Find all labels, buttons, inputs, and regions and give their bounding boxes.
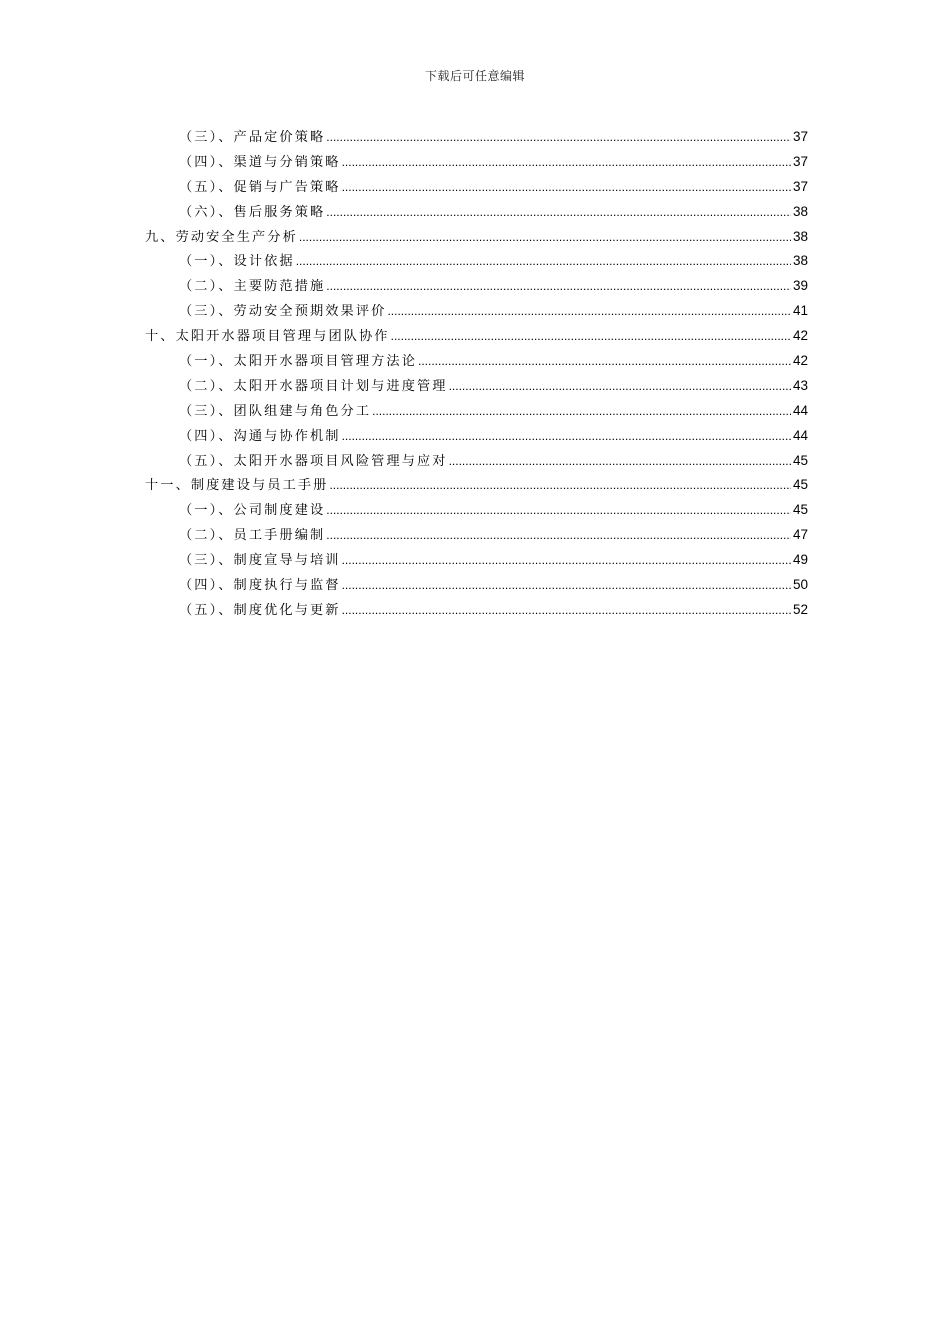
toc-section-entry[interactable] — [145, 201, 808, 226]
toc-entry-title: 十、太阳开水器项目管理与团队协作 — [145, 329, 390, 345]
toc-entry-page-number: 37 — [792, 178, 808, 194]
toc-entry-page-number: 45 — [792, 477, 808, 493]
toc-dot-leader — [391, 329, 791, 343]
toc-entry-page-number: 37 — [792, 129, 808, 144]
toc-entry-title: 九、劳动安全生产分析 — [145, 229, 298, 245]
toc-chapter-entry[interactable] — [145, 226, 808, 251]
toc-section-entry[interactable] — [145, 499, 808, 524]
toc-dot-leader — [449, 454, 791, 468]
toc-chapter-entry[interactable] — [145, 325, 808, 350]
toc-section-entry[interactable] — [145, 574, 808, 599]
toc-entry-title: （三）、团队组建与角色分工 — [179, 403, 372, 419]
toc-entry-page-number: 38 — [792, 228, 808, 244]
toc-dot-leader — [299, 230, 791, 244]
toc-section-entry[interactable] — [145, 350, 808, 375]
toc-section-entry[interactable] — [145, 549, 808, 574]
toc-dot-leader — [342, 603, 791, 617]
toc-entry-page-number: 52 — [792, 601, 808, 617]
toc-entry-title: （五）、太阳开水器项目风险管理与应对 — [179, 453, 448, 469]
toc-dot-leader — [326, 279, 791, 293]
toc-dot-leader — [326, 205, 791, 219]
toc-section-entry[interactable] — [145, 599, 808, 624]
toc-entry-page-number: 38 — [792, 253, 808, 269]
toc-entry-page-number: 44 — [792, 402, 808, 418]
toc-dot-leader — [342, 155, 791, 169]
toc-entry-title: （五）、促销与广告策略 — [179, 179, 341, 195]
toc-section-entry[interactable] — [145, 400, 808, 425]
toc-entry-title: （一）、设计依据 — [179, 254, 295, 270]
toc-entry-page-number: 42 — [792, 328, 808, 344]
toc-section-entry[interactable] — [145, 524, 808, 549]
toc-dot-leader — [418, 354, 791, 368]
toc-dot-leader — [342, 180, 791, 194]
toc-entry-title: （四）、制度执行与监督 — [179, 578, 341, 594]
toc-dot-leader — [342, 429, 791, 443]
toc-section-entry[interactable] — [145, 450, 808, 475]
toc-entry-title: （四）、渠道与分销策略 — [179, 154, 341, 170]
toc-entry-title: （二）、员工手册编制 — [179, 528, 326, 544]
toc-entry-title: （四）、沟通与协作机制 — [179, 428, 341, 444]
toc-entry-title: （一）、太阳开水器项目管理方法论 — [179, 354, 417, 370]
toc-entry-title: （三）、制度宣导与培训 — [179, 553, 341, 569]
toc-entry-page-number: 50 — [792, 577, 808, 593]
toc-section-entry[interactable] — [145, 126, 808, 151]
toc-dot-leader — [387, 304, 791, 318]
toc-chapter-entry[interactable] — [145, 474, 808, 499]
toc-entry-page-number: 42 — [792, 353, 808, 369]
toc-section-entry[interactable] — [145, 375, 808, 400]
toc-dot-leader — [342, 553, 791, 567]
toc-entry-title: （二）、太阳开水器项目计划与进度管理 — [179, 378, 448, 394]
toc-entry-page-number: 44 — [792, 427, 808, 443]
toc-entry-title: （六）、售后服务策略 — [179, 204, 326, 220]
toc-entry-page-number: 49 — [792, 552, 808, 568]
toc-dot-leader — [326, 528, 791, 542]
toc-entry-title: 十一、制度建设与员工手册 — [145, 478, 329, 494]
toc-entry-title: （三）、产品定价策略 — [179, 130, 326, 145]
toc-section-entry[interactable] — [145, 275, 808, 300]
toc-dot-leader — [326, 503, 791, 517]
toc-entry-page-number: 45 — [792, 452, 808, 468]
toc-entry-page-number: 39 — [792, 278, 808, 294]
toc-dot-leader — [449, 379, 791, 393]
toc-section-entry[interactable] — [145, 176, 808, 201]
toc-entry-page-number: 41 — [792, 303, 808, 319]
toc-dot-leader — [296, 254, 791, 268]
toc-dot-leader — [329, 478, 791, 492]
toc-entry-page-number: 43 — [792, 377, 808, 393]
toc-entry-page-number: 47 — [792, 527, 808, 543]
toc-section-entry[interactable] — [145, 425, 808, 450]
toc-entry-page-number: 45 — [792, 502, 808, 518]
toc-section-entry[interactable] — [145, 250, 808, 275]
toc-dot-leader — [342, 578, 791, 592]
toc-entry-title: （三）、劳动安全预期效果评价 — [179, 304, 387, 320]
table-of-contents — [145, 126, 808, 624]
page-header-note: 下载后可任意编辑 — [424, 69, 525, 83]
toc-entry-title: （五）、制度优化与更新 — [179, 602, 341, 618]
toc-section-entry[interactable] — [145, 300, 808, 325]
toc-entry-page-number: 38 — [792, 203, 808, 219]
toc-entry-title: （一）、公司制度建设 — [179, 503, 326, 519]
toc-entry-title: （二）、主要防范措施 — [179, 279, 326, 295]
toc-dot-leader — [326, 130, 791, 144]
toc-dot-leader — [372, 404, 791, 418]
toc-section-entry[interactable] — [145, 151, 808, 176]
toc-entry-page-number: 37 — [792, 153, 808, 169]
